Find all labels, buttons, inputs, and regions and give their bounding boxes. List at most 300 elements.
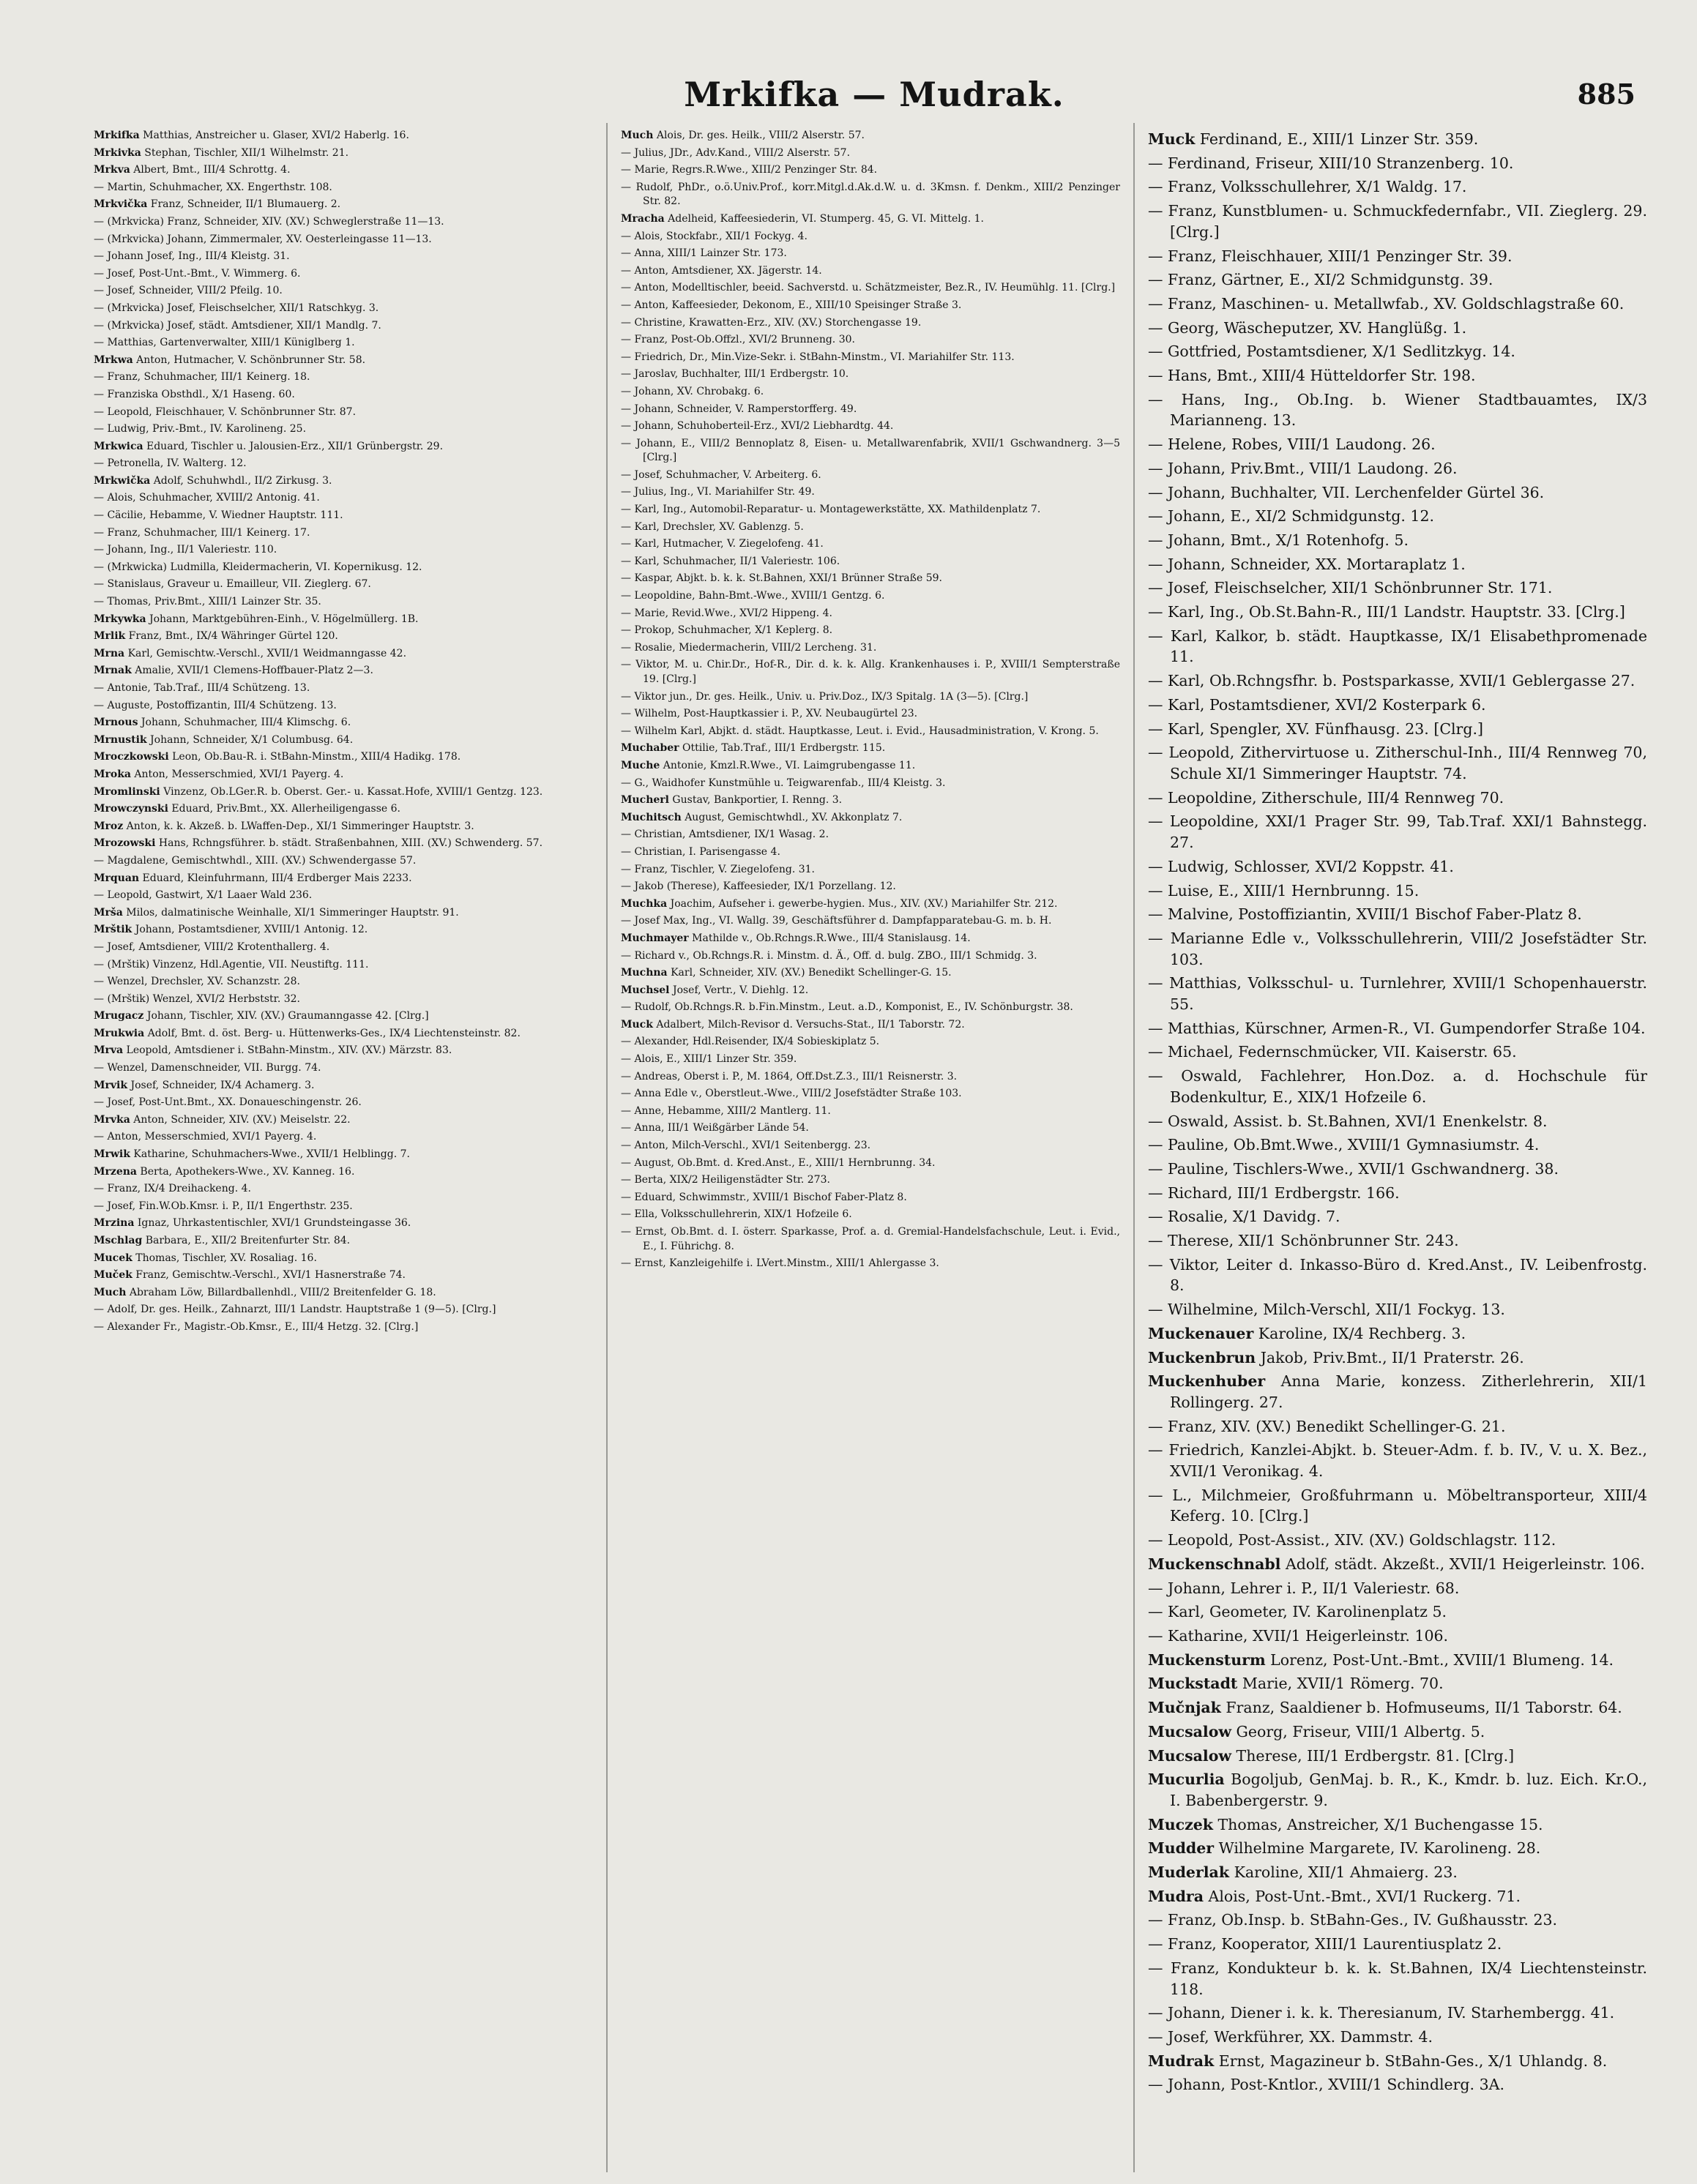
entry-surname: Muche [621,759,660,771]
directory-entry [94,440,593,455]
entry-surname: Mroczkowski [94,751,169,763]
entry-details: — Johann, Priv.Bmt., VIII/1 Laudong. 26. [1148,459,1458,477]
entry-details: — Anna Edle v., Oberstleut.-Wwe., VIII/2 Josefstädter Straße 103. [621,1088,962,1100]
entry-surname: Muchaber [621,742,679,755]
directory-entry [94,664,593,678]
entry-details: Gustav, Bankportier, I. Renng. 3. [668,794,843,807]
directory-entry [621,1173,1120,1188]
entry-details: — Ernst, Kanzleigehilfe i. LVert.Minstm., XIII/1 Ahlergasse 3. [621,1257,939,1270]
entry-details: — Petronella, IV. Walterg. 12. [94,457,247,470]
entry-surname: Mrnak [94,665,132,677]
entry-details: — Anton, Kaffeesieder, Dekonom, E., XIII/10 Speisinger Straße 3. [621,299,962,311]
directory-entry [1148,293,1647,315]
entry-details: — L., Milchmeier, Großfuhrmann u. Möbeltransporteur, XIII/4 Keferg. 10. [Clrg.] [1148,1486,1647,1525]
directory-entry [621,316,1120,331]
entry-details: — Franz, Gärtner, E., XI/2 Schmidgunstg. 39. [1148,271,1493,289]
directory-entry [94,388,593,403]
directory-entry [94,354,593,368]
directory-entry [94,336,593,351]
entry-details: Hans, Rchngsführer. b. städt. Straßenbahnen, XIII. (XV.) Schwenderg. 57. [155,837,543,850]
entry-details: — Richard, III/1 Erdbergstr. 166. [1148,1183,1400,1202]
entry-details: — Franz, Schuhmacher, III/1 Keinerg. 17. [94,526,310,539]
entry-details: Eduard, Kleinfuhrmann, III/4 Erdberger Mais 2233. [139,872,412,884]
entry-details: — Alexander Fr., Magistr.-Ob.Kmsr., E., III/4 Hetzg. 32. [Clrg.] [94,1320,419,1333]
column-divider [1133,123,1135,2172]
directory-entry [94,319,593,334]
directory-entry [94,163,593,178]
entry-details: Johann, Tischler, XIV. (XV.) Graumanngasse 42. [Clrg.] [143,1010,429,1022]
column-divider [606,123,608,2172]
directory-entry [621,367,1120,382]
entry-details: Anton, Hutmacher, V. Schönbrunner Str. 58. [133,354,366,366]
entry-details: Jakob, Priv.Bmt., II/1 Praterstr. 26. [1256,1348,1524,1366]
entry-details: — Ella, Volksschullehrerin, XIX/1 Hofzeile 6. [621,1208,852,1221]
entry-details: — Johann, Ing., II/1 Valeriestr. 110. [94,544,277,556]
entry-details: — Josef Max, Ing., VI. Wallg. 39, Geschäftsführer d. Dampfapparatebau-G. m. b. H. [621,915,1052,927]
directory-entry [621,641,1120,656]
entry-details: — Johann, XV. Chrobakg. 6. [621,385,764,397]
directory-entry [621,163,1120,178]
directory-entry [1148,1254,1647,1296]
entry-details: Franz, Gemischtw.-Verschl., XVI/1 Hasnerstraße 74. [132,1269,406,1282]
entry-details: — Franz, Post-Ob.Offzl., XVI/2 Brunneng. 30. [621,334,855,346]
directory-entry [1148,2074,1647,2095]
directory-entry [94,1130,593,1145]
entry-details: Leon, Ob.Bau-R. i. StBahn-Minstm., XIII/4 Hadikg. 178. [168,751,461,763]
entry-details: Thomas, Anstreicher, X/1 Buchengasse 15. [1212,1815,1543,1833]
directory-entry [1148,1299,1647,1320]
directory-entry [94,923,593,938]
directory-entry [621,932,1120,946]
entry-surname: Mrna [94,647,125,659]
entry-details: — August, Ob.Bmt. d. Kred.Anst., E., XIII/1 Hernbrunng. 34. [621,1156,936,1169]
entry-details: — Franz, Kunstblumen- u. Schmuckfedernfabr., VII. Zieglerg. 29. [Clrg.] [1148,202,1647,241]
directory-entry [94,940,593,955]
entry-details: — (Mrkwicka) Ludmilla, Kleidermacherin, VI. Kopernikusg. 12. [94,561,422,573]
entry-details: — Matthias, Kürschner, Armen-R., VI. Gumpendorfer Straße 104. [1148,1019,1646,1037]
directory-entry [1148,1183,1647,1204]
entry-surname: Mrozowski [94,837,156,850]
entry-details: Johann, Schneider, X/1 Columbusg. 64. [146,733,354,746]
directory-entry [621,1087,1120,1102]
entry-surname: Muchitsch [621,811,682,823]
entry-details: Lorenz, Post-Unt.-Bmt., XVIII/1 Blumeng. 14. [1265,1650,1614,1669]
entry-details: — Johann, Lehrer i. P., II/1 Valeriestr. 68. [1148,1579,1460,1597]
entry-surname: Muckstadt [1148,1675,1238,1693]
directory-entry [621,759,1120,774]
entry-details: Johann, Marktgebühren-Einh., V. Högelmüllerg. 1B. [146,613,419,625]
entry-details: — Anton, Messerschmied, XVI/1 Payerg. 4. [94,1131,317,1143]
directory-entry [621,437,1120,465]
directory-entry [1148,1862,1647,1883]
entry-surname: Mucek [94,1252,133,1264]
entry-details: — Karl, Spengler, XV. Fünfhausg. 23. [Clrg.] [1148,719,1483,738]
entry-details: — Stanislaus, Graveur u. Emailleur, VII. Zieglerg. 67. [94,578,371,591]
directory-entry [1148,341,1647,362]
directory-entry [94,491,593,506]
entry-details: — Antonie, Tab.Traf., III/4 Schützeng. 13. [94,682,310,694]
directory-entry [1148,626,1647,667]
entry-surname: Mrštik [94,924,133,936]
directory-entry [94,284,593,299]
entry-details: — Anna, XIII/1 Lainzer Str. 173. [621,247,787,260]
entry-details: — Matthias, Gartenverwalter, XIII/1 Küniglberg 1. [94,337,355,349]
directory-entry [1148,1814,1647,1836]
entry-details: August, Gemischtwhdl., XV. Akkonplatz 7. [681,811,903,823]
directory-entry [94,1027,593,1041]
entry-details: — Leopoldine, Bahn-Bmt.-Wwe., XVIII/1 Gentzg. 6. [621,590,885,602]
directory-entry [621,777,1120,791]
entry-surname: Muckenbrun [1148,1348,1256,1366]
directory-entry [1148,1159,1647,1180]
entry-details: — (Mrštik) Vinzenz, Hdl.Agentie, VII. Neustiftg. 111. [94,958,369,971]
entry-details: — Alois, Schuhmacher, XVIII/2 Antonig. 41. [94,492,320,504]
entry-details: Abraham Löw, Billardballenhdl., VIII/2 Breitenfelder G. 18. [126,1286,436,1298]
entry-details: — Wilhelmine, Milch-Verschl, XII/1 Fockyg. 13. [1148,1301,1505,1319]
entry-details: Marie, XVII/1 Römerg. 70. [1237,1675,1444,1693]
entry-details: — Georg, Wäscheputzer, XV. Hanglüßg. 1. [1148,318,1467,337]
directory-entry [94,889,593,903]
directory-entry [621,863,1120,878]
entry-details: — Michael, Federnschmücker, VII. Kaiserstr. 65. [1148,1043,1517,1061]
directory-entry [1148,246,1647,267]
directory-entry [621,247,1120,261]
entry-details: — Karl, Drechsler, XV. Gablenzg. 5. [621,520,804,533]
entry-details: — Wilhelm Karl, Abjkt. d. städt. Hauptkasse, Leut. i. Evid., Hausadministration, V. Krong. 5. [621,725,1099,737]
entry-details: Anton, Messerschmied, XVI/1 Payerg. 4. [130,768,344,780]
directory-entry [621,949,1120,964]
directory-entry [621,690,1120,705]
directory-entry [621,572,1120,586]
directory-entry [621,146,1120,161]
directory-entry [94,992,593,1007]
directory-entry [94,768,593,782]
directory-entry [94,1096,593,1110]
directory-entry [94,129,593,143]
entry-details: — Leopoldine, Zitherschule, III/4 Rennweg 70. [1148,788,1504,807]
entry-details: Karl, Schneider, XIV. (XV.) Benedikt Schellinger-G. 15. [667,967,952,979]
entry-surname: Mrkivka [94,146,141,159]
entry-details: Joachim, Aufseher i. gewerbe-hygien. Mus., XIV. (XV.) Mariahilfer Str. 212. [667,897,1058,910]
directory-entry [94,802,593,817]
entry-surname: Mrlik [94,630,126,643]
entry-surname: Mrukwia [94,1027,145,1039]
directory-entry [94,1320,593,1335]
directory-entry [621,181,1120,209]
directory-entry [1148,554,1647,575]
entry-details: — Thomas, Priv.Bmt., XIII/1 Lainzer Str. 35. [94,596,321,608]
directory-entry [621,403,1120,417]
entry-details: — Luise, E., XIII/1 Hernbrunng. 15. [1148,881,1420,900]
directory-entry [1148,1650,1647,1671]
entry-surname: Muchka [621,897,668,910]
directory-entry [621,984,1120,998]
directory-entry [94,906,593,921]
directory-entry [94,1234,593,1249]
entry-details: — Josef, Schuhmacher, V. Arbeiterg. 6. [621,468,821,481]
directory-entry [1148,1347,1647,1369]
directory-entry [621,281,1120,296]
directory-entry [1148,129,1647,150]
entry-details: — Franz, Kondukteur b. k. k. St.Bahnen, IX/4 Liechtensteinstr. 118. [1148,1959,1647,1998]
directory-entry [94,595,593,610]
entry-surname: Muchsel [621,984,670,996]
entry-details: Johann, Schuhmacher, III/4 Klimschg. 6. [138,717,351,729]
directory-entry [1148,1323,1647,1345]
entry-details: — Rudolf, PhDr., o.ö.Univ.Prof., korr.Mitgl.d.Ak.d.W. u. d. 3Kmsn. f. Denkm., XIII/2 Penzinger Str. 82. [621,181,1120,208]
entry-details: Berta, Apothekers-Wwe., XV. Kanneg. 16. [136,1165,355,1178]
entry-details: — Alois, E., XIII/1 Linzer Str. 359. [621,1053,797,1066]
directory-entry [1148,1886,1647,1907]
directory-entry [94,198,593,212]
directory-entry [621,1139,1120,1153]
entry-details: Alois, Post-Unt.-Bmt., XVI/1 Ruckerg. 71. [1204,1887,1521,1905]
entry-details: — Oswald, Fachlehrer, Hon.Doz. a. d. Hochschule für Bodenkultur, E., XIX/1 Hofzeile 6. [1148,1067,1647,1106]
entry-details: — Josef, Post-Unt.-Bmt., V. Wimmerg. 6. [94,267,301,280]
directory-entry [1148,695,1647,716]
directory-entry [621,793,1120,808]
directory-entry [94,820,593,834]
entry-details: — Helene, Robes, VIII/1 Laudong. 26. [1148,435,1436,454]
entry-surname: Mrnous [94,717,138,729]
entry-details: — Auguste, Postoffizantin, III/4 Schützeng. 13. [94,699,337,711]
directory-entry [1148,365,1647,386]
entry-details: — Karl, Ing., Automobil-Reparatur- u. Montagewerkstätte, XX. Mathildenplatz 7. [621,504,1041,516]
directory-entry [621,1225,1120,1254]
directory-entry [621,1104,1120,1119]
directory-entry [621,589,1120,604]
directory-entry [94,958,593,973]
directory-entry [1148,1673,1647,1694]
entry-details: — Anton, Amtsdiener, XX. Jägerstr. 14. [621,264,822,277]
directory-entry [621,1257,1120,1271]
directory-entry [1148,2027,1647,2048]
entry-details: Matthias, Anstreicher u. Glaser, XVI/2 Haberlg. 16. [139,130,409,141]
directory-entry [621,658,1120,687]
entry-surname: Muderlak [1148,1863,1230,1882]
directory-entry [621,419,1120,434]
directory-entry [94,629,593,644]
entry-details: — Franz, Tischler, V. Ziegelofeng. 31. [621,863,815,875]
entry-details: — Johann, E., XI/2 Schmidgunstg. 12. [1148,507,1435,526]
entry-details: — (Mrkvicka) Josef, städt. Amtsdiener, XII/1 Mandlg. 7. [94,319,381,332]
entry-details: — Andreas, Oberst i. P., M. 1864, Off.Dst.Z.3., III/1 Reisnerstr. 3. [621,1070,958,1082]
entry-details: — Franz, Maschinen- u. Metallwfab., XV. Goldschlagstraße 60. [1148,294,1625,313]
entry-details: Milos, dalmatinische Weinhalle, XI/1 Simmeringer Hauptstr. 91. [122,906,459,919]
entry-surname: Muckenauer [1148,1324,1254,1342]
entry-details: — Kaspar, Abjkt. b. k. k. St.Bahnen, XXI/1 Brünner Straße 59. [621,572,942,585]
entry-surname: Mučnjak [1148,1699,1221,1717]
entry-surname: Mrkvička [94,198,148,211]
directory-entry [94,1009,593,1024]
directory-entry [1148,1530,1647,1551]
entry-surname: Mrquan [94,872,140,884]
entry-details: — Franz, Kooperator, XIII/1 Laurentiusplatz 2. [1148,1935,1502,1953]
entry-details: Josef, Schneider, IX/4 Achamerg. 3. [127,1079,315,1091]
column-right [1148,129,1647,2095]
page-header [94,70,1655,123]
entry-surname: Mrnustik [94,733,147,746]
directory-entry [94,1182,593,1197]
directory-entry [1148,1746,1647,1767]
directory-entry [94,474,593,489]
entry-details: — Karl, Geometer, IV. Karolinenplatz 5. [1148,1603,1447,1621]
directory-entry [94,1079,593,1093]
directory-entry [1148,2002,1647,2024]
entry-details: — Franz, IX/4 Dreihackeng. 4. [94,1183,251,1195]
directory-entry [621,607,1120,621]
entry-surname: Mrkwa [94,354,133,366]
directory-entry [94,561,593,575]
directory-entry [1148,1769,1647,1811]
directory-entry [621,299,1120,313]
entry-surname: Muchmayer [621,932,689,944]
directory-entry [1148,1578,1647,1599]
entry-details: Anton, Schneider, XIV. (XV.) Meiselstr. 22. [130,1113,351,1126]
directory-entry [1148,1041,1647,1063]
entry-details: Thomas, Tischler, XV. Rosaliag. 16. [132,1252,317,1264]
entry-details: — Wenzel, Drechsler, XV. Schanzstr. 28. [94,976,300,988]
entry-surname: Mrva [94,1044,124,1057]
directory-entry [1148,904,1647,925]
directory-entry [94,1252,593,1266]
entry-surname: Mrvka [94,1113,130,1126]
directory-entry [1148,1111,1647,1132]
entry-details: Leopold, Amtsdiener i. StBahn-Minstm., XIV. (XV.) Märzstr. 83. [123,1044,452,1057]
directory-entry [621,264,1120,279]
directory-entry [621,880,1120,894]
directory-entry [94,613,593,627]
entry-details: — Johann, Buchhalter, VII. Lerchenfelder Gürtel 36. [1148,483,1545,501]
entry-details: — Rudolf, Ob.Rchngs.R. b.Fin.Minstm., Leut. a.D., Komponist, E., IV. Schönburgstr. 38. [621,1001,1073,1014]
entry-details: Stephan, Tischler, XII/1 Wilhelmstr. 21. [141,146,349,159]
directory-entry [621,914,1120,929]
directory-entry [1148,1485,1647,1527]
directory-entry [621,385,1120,400]
entry-surname: Mrugacz [94,1010,144,1022]
directory-entry [1148,1838,1647,1859]
entry-surname: Muck [621,1018,653,1031]
directory-entry [621,1156,1120,1171]
directory-entry [621,828,1120,842]
entry-details: Therese, III/1 Erdbergstr. 81. [Clrg.] [1231,1746,1515,1765]
entry-details: — Berta, XIX/2 Heiligenstädter Str. 273. [621,1174,830,1186]
directory-entry [1148,1066,1647,1107]
entry-details: Franz, Schneider, II/1 Blumauerg. 2. [147,198,341,211]
directory-entry [94,146,593,161]
entry-details: — (Mrštik) Wenzel, XVI/2 Herbststr. 32. [94,992,300,1005]
entry-surname: Much [94,1286,127,1298]
entry-details: Franz, Bmt., IX/4 Währinger Gürtel 120. [125,630,338,643]
directory-entry [1148,1018,1647,1039]
directory-entry [1148,434,1647,455]
entry-details: — Johann, Post-Kntlor., XVIII/1 Schindlerg. 3A. [1148,2076,1504,2094]
entry-details: — Wilhelm, Post-Hauptkassier i. P., XV. Neubaugürtel 23. [621,708,918,720]
directory-entry [621,1001,1120,1015]
directory-entry [1148,201,1647,242]
entry-details: Antonie, Kmzl.R.Wwe., VI. Laimgrubengasse 11. [660,759,916,771]
entry-details: Albert, Bmt., III/4 Schrottg. 4. [130,164,291,176]
directory-entry [94,647,593,662]
entry-details: — Jaroslav, Buchhalter, III/1 Erdbergstr. 10. [621,368,849,381]
column-left [94,129,593,2095]
entry-surname: Mroz [94,820,124,832]
entry-details: — (Mrkvicka) Franz, Schneider, XIV. (XV.) Schweglerstraße 11—13. [94,215,444,228]
entry-details: — Franz, Ob.Insp. b. StBahn-Ges., IV. Gußhausstr. 23. [1148,1911,1558,1929]
directory-entry [621,555,1120,569]
directory-entry [621,1052,1120,1067]
directory-entry [94,1200,593,1214]
entry-details: Karoline, XII/1 Ahmaierg. 23. [1229,1863,1458,1882]
directory-entry [1148,788,1647,809]
entry-surname: Muckenschnabl [1148,1555,1281,1573]
directory-entry [94,1268,593,1283]
directory-entry [621,741,1120,756]
directory-entry [1148,1626,1647,1647]
entry-surname: Mroka [94,768,131,780]
directory-entry [1148,1958,1647,2000]
entry-details: — Anton, Milch-Verschl., XVI/1 Seitenbergg. 23. [621,1140,871,1152]
entry-details: Vinzenz, Ob.LGer.R. b. Oberst. Ger.- u. Kassat.Hofe, XVIII/1 Gentzg. 123. [160,785,543,798]
entry-details: — Jakob (Therese), Kaffeesieder, IX/1 Porzellang. 12. [621,880,896,893]
entry-details: Franz, Saaldiener b. Hofmuseums, II/1 Taborstr. 64. [1220,1699,1622,1717]
entry-details: — Karl, Hutmacher, V. Ziegelofeng. 41. [621,538,824,550]
entry-details: — Martin, Schuhmacher, XX. Engerthstr. 108. [94,181,332,193]
entry-details: — Marie, Revid.Wwe., XVI/2 Hippeng. 4. [621,607,832,619]
entry-details: — Christine, Krawatten-Erz., XIV. (XV.) Storchengasse 19. [621,316,922,329]
entry-details: — Franz, Volksschullehrer, X/1 Waldg. 17. [1148,178,1467,196]
entry-details: — Rosalie, Miedermacherin, VIII/2 Lercheng. 31. [621,641,877,654]
entry-details: — Johann, E., VIII/2 Bennoplatz 8, Eisen- u. Metallwarenfabrik, XVII/1 Gschwandnerg. 3—5 [Clrg.] [621,437,1120,464]
directory-entry [94,733,593,748]
directory-entry [94,1113,593,1128]
directory-entry [621,351,1120,365]
directory-entry [621,1121,1120,1136]
columns [94,129,1655,2095]
directory-entry [1148,506,1647,527]
directory-entry [94,457,593,471]
directory-entry [621,503,1120,517]
entry-details: — (Mrkvicka) Josef, Fleischselcher, XII/1 Ratschkyg. 3. [94,302,379,314]
entry-surname: Mrkwička [94,474,151,487]
entry-surname: Muckensturm [1148,1650,1266,1669]
directory-entry [1148,176,1647,198]
entry-details: Karoline, IX/4 Rechberg. 3. [1253,1324,1466,1342]
entry-surname: Mrkwica [94,440,143,452]
entry-details: Ottilie, Tab.Traf., III/1 Erdbergstr. 115. [679,742,886,755]
entry-details: — Therese, XII/1 Schönbrunner Str. 243. [1148,1232,1459,1250]
entry-surname: Mudra [1148,1887,1204,1905]
entry-surname: Mrkifka [94,130,140,141]
directory-entry [621,333,1120,348]
entry-details: — Cäcilie, Hebamme, V. Wiedner Hauptstr. 111. [94,509,343,522]
entry-details: Karl, Gemischtw.-Verschl., XVII/1 Weidmanngasse 42. [124,647,407,659]
entry-details: — Josef, Werkführer, XX. Dammstr. 4. [1148,2027,1433,2046]
entry-details: — Franz, Fleischhauer, XIII/1 Penzinger Str. 39. [1148,247,1513,265]
directory-entry [94,699,593,714]
entry-details: — Johann, Bmt., X/1 Rotenhofg. 5. [1148,531,1409,549]
entry-details: — Johann Josef, Ing., III/4 Kleistg. 31. [94,250,290,263]
entry-details: Georg, Friseur, VIII/1 Albertg. 5. [1231,1722,1485,1740]
entry-details: — Leopold, Post-Assist., XIV. (XV.) Goldschlagstr. 112. [1148,1531,1556,1549]
directory-entry [1148,1721,1647,1743]
entry-details: — Anne, Hebamme, XIII/2 Mantlerg. 11. [621,1104,831,1117]
entry-details: — Prokop, Schuhmacher, X/1 Keplerg. 8. [621,624,833,637]
directory-entry [621,624,1120,638]
directory-entry [621,725,1120,739]
directory-entry [1148,389,1647,431]
directory-entry [621,520,1120,535]
